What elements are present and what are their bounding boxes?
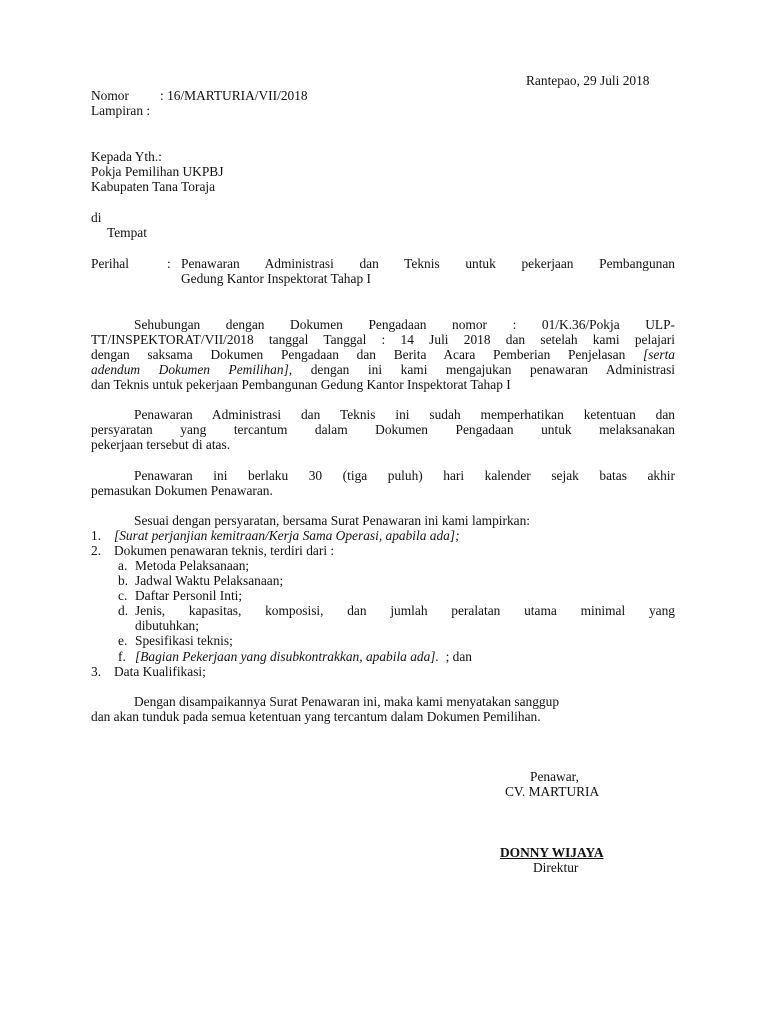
para1-line2: TT/INSPEKTORAT/VII/2018 tanggal Tanggal : 14 Juli 2018 dan setelah kami pelajari — [91, 332, 675, 347]
sub-f-text: [Bagian Pekerjaan yang disubkontrakkan, apabila ada]. — [135, 649, 439, 664]
signature-company: CV. MARTURIA — [505, 784, 600, 799]
item2-number: 2. — [91, 543, 102, 558]
sub-d-letter: d. — [118, 603, 129, 618]
para1-line3-italic: [serta — [643, 347, 675, 362]
sub-e-letter: e. — [118, 633, 128, 648]
nomor-label: Nomor — [91, 88, 129, 103]
nomor-value: : 16/MARTURIA/VII/2018 — [160, 88, 308, 103]
para1-line4 — [91, 362, 675, 377]
signature-role: Penawar, — [530, 769, 579, 784]
para1-line5: dan Teknis untuk pekerjaan Pembangunan Gedung Kantor Inspektorat Tahap I — [91, 377, 511, 392]
perihal-line1: Penawaran Administrasi dan Teknis untuk pekerjaan Pembangunan — [181, 256, 675, 271]
closing-line1: Dengan disampaikannya Surat Penawaran ini, maka kami menyatakan sanggup — [134, 694, 560, 709]
sub-b-text: Jadwal Waktu Pelaksanaan; — [135, 573, 284, 588]
sub-c-letter: c. — [118, 588, 128, 603]
sub-a-letter: a. — [118, 558, 128, 573]
recipient-greeting: Kepada Yth.: — [91, 149, 162, 164]
recipient-line1: Pokja Pemilihan UKPBJ — [91, 164, 224, 179]
para1-line3-text: dengan saksama Dokumen Pengadaan dan Berita Acara Pemberian Penjelasan — [91, 347, 626, 362]
perihal-label: Perihal — [91, 256, 129, 271]
sub-f-line — [135, 649, 472, 664]
recipient-tempat: Tempat — [107, 225, 147, 240]
para1-line3 — [91, 347, 675, 362]
para3-line2: pemasukan Dokumen Penawaran. — [91, 483, 273, 498]
attachments-intro: Sesuai dengan persyaratan, bersama Surat Penawaran ini kami lampirkan: — [134, 513, 531, 528]
sub-d-text-line2: dibutuhkan; — [135, 618, 199, 633]
sub-c-text: Daftar Personil Inti; — [135, 588, 243, 603]
item1-number: 1. — [91, 528, 102, 543]
perihal-line2: Gedung Kantor Inspektorat Tahap I — [181, 271, 371, 286]
para1-line1: Sehubungan dengan Dokumen Pengadaan nomor : 01/K.36/Pokja ULP- — [134, 317, 675, 332]
para2-line1: Penawaran Administrasi dan Teknis ini sudah memperhatikan ketentuan dan — [134, 407, 675, 422]
sub-a-text: Metoda Pelaksanaan; — [135, 558, 250, 573]
recipient-line2: Kabupaten Tana Toraja — [91, 179, 216, 194]
item3-text: Data Kualifikasi; — [114, 664, 206, 679]
sub-b-letter: b. — [118, 573, 129, 588]
lampiran-label: Lampiran : — [91, 103, 151, 118]
para1-line4-text: , dengan ini kami mengajukan penawaran Administrasi — [288, 362, 675, 377]
para2-line3: pekerjaan tersebut di atas. — [91, 437, 231, 452]
sub-e-text: Spesifikasi teknis; — [135, 633, 233, 648]
perihal-colon: : — [167, 256, 171, 271]
place-date: Rantepao, 29 Juli 2018 — [526, 73, 650, 88]
item1-text: [Surat perjanjian kemitraan/Kerja Sama Operasi, apabila ada]; — [114, 528, 460, 543]
signature-title: Direktur — [533, 860, 579, 875]
sub-f-letter: f. — [118, 649, 126, 664]
recipient-di: di — [91, 210, 102, 225]
para2-line2: persyaratan yang tercantum dalam Dokumen Pengadaan untuk melaksanakan — [91, 422, 675, 437]
para1-line4-italic: adendum Dokumen Pemilihan] — [91, 362, 289, 377]
signature-name: DONNY WIJAYA — [500, 845, 604, 860]
sub-f-suffix: ; dan — [445, 649, 472, 664]
closing-line2: dan akan tunduk pada semua ketentuan yang tercantum dalam Dokumen Pemilihan. — [91, 709, 541, 724]
para3-line1: Penawaran ini berlaku 30 (tiga puluh) hari kalender sejak batas akhir — [134, 468, 675, 483]
sub-d-text-line1: Jenis, kapasitas, komposisi, dan jumlah peralatan utama minimal yang — [135, 603, 675, 618]
item2-text: Dokumen penawaran teknis, terdiri dari : — [114, 543, 335, 558]
item3-number: 3. — [91, 664, 102, 679]
